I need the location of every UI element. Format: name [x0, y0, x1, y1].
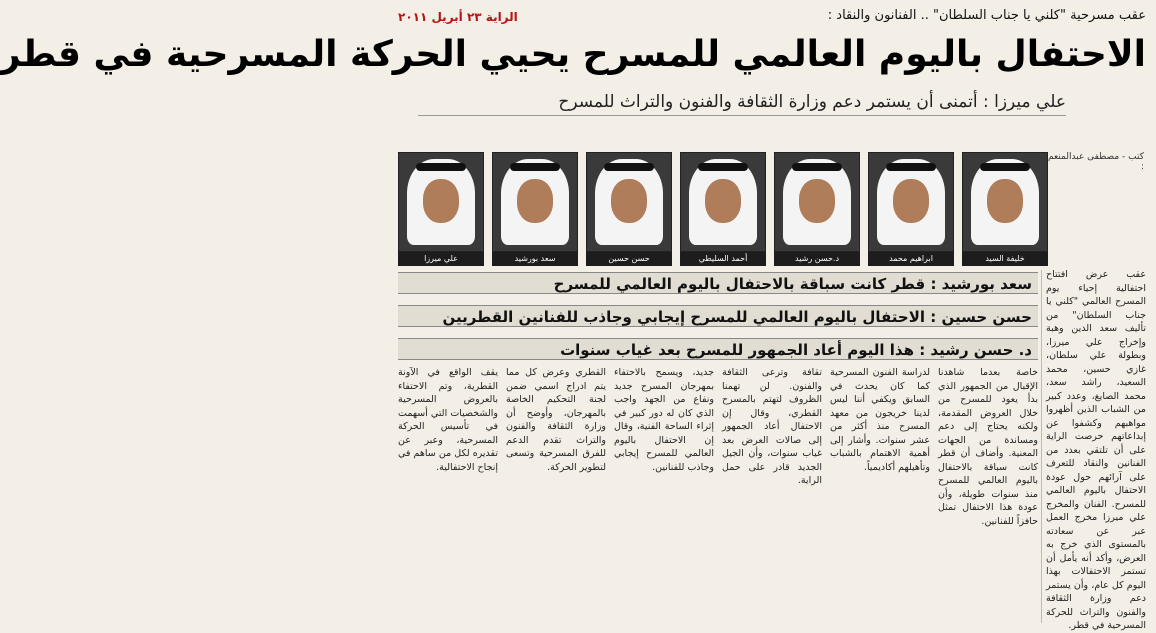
pull-quote: د. حسن رشيد : هذا اليوم أعاد الجمهور للمسرح بعد غياب سنوات — [398, 338, 1038, 360]
article-column — [722, 366, 822, 623]
photo-caption: سعد بورشيد — [492, 252, 578, 266]
right-column — [1046, 268, 1146, 631]
article-text: لدراسة الفنون المسرحية كما كان يحدث في السابق ويكفي أننا ليس لدينا خريجون من معهد المسرح منذ أكثر من عشر سنوات. وأشار إلى أهمية الاهتمام بالشباب وتأهيلهم أكاديمياً. — [830, 367, 930, 473]
portrait-photo — [774, 152, 860, 266]
portrait-photo — [398, 152, 484, 266]
article-column — [614, 366, 714, 623]
publication-date: الراية ٢٣ أبريل ٢٠١١ — [398, 10, 518, 24]
article-text: عقب عرض افتتاح احتفالية إحياء يوم المسرح العالمي "كلني يا جناب السلطان" من تأليف سعد الدين وهبة وإخراج علي ميرزا، وبطولة علي سلطان، غازي حسين، محمد السعيد، راشد سعد، محمد الصايغ، وعدد كبير من الشباب الذين أظهروا مواهبهم وكشفوا عن إبداعاتهم حرصت الراية على أن تلتقي بعدد من الفنانين والنقاد للتعرف على آرائهم حول عودة الاحتفال باليوم العالمي للمسرح. الفنان والمخرج علي ميرزا مخرج العمل عبر عن سعادته بالمستوى الذي خرج به العرض، وأكد أنه يأمل أن تستمر الاحتفالات بهذا اليوم كل عام، وأن يستمر دعم وزارة الثقافة والفنون والتراث للحركة المسرحية في قطر. — [1046, 269, 1146, 631]
photo-caption: د.حسن رشيد — [774, 252, 860, 266]
masthead — [398, 6, 1146, 28]
article-text: جديد، ويسمح بالاحتفاء بمهرجان المسرح جديد ونفاع من الجهد واجب الذي كان له دور كبير في إثراء الساحة الفنية، وقال إن الاحتفال باليوم العالمي للمسرح إيجابي وجاذب للفنانين. — [614, 367, 714, 473]
article-text: القطري وعرض كل مما يتم ادراج اسمي ضمن لجنة التحكيم الخاصة بالمهرجان، وأوضح أن وزارة الثقافة والفنون والتراث تقدم الدعم للفرق المسرحية وتسعى لتطوير الحركة. — [506, 367, 606, 473]
portrait-photo — [962, 152, 1048, 266]
pull-quote: حسن حسين : الاحتفال باليوم العالمي للمسرح إيجابي وجاذب للفنانين القطريين — [398, 305, 1038, 327]
article-column — [506, 366, 606, 623]
photo-caption: خليفة السيد — [962, 252, 1048, 266]
article-text: خاصة بعدما شاهدنا الإقبال من الجمهور الذي بدأ يعود للمسرح من خلال العروض المقدمة، ولكنه يحتاج إلى دعم ومساندة من الجهات المعنية. وأضاف أن قطر كانت سباقة بالاحتفال باليوم العالمي للمسرح منذ سنوات طويلة، وأن عودة هذا الاحتفال تمثل حافزاً للفنانين. — [938, 367, 1038, 527]
subhead: علي ميرزا : أتمنى أن يستمر دعم وزارة الثقافة والفنون والتراث للمسرح — [418, 88, 1066, 116]
photo-caption: ابراهيم محمد — [868, 252, 954, 266]
article-column — [938, 366, 1038, 623]
column-divider — [1041, 270, 1042, 623]
article-column — [830, 366, 930, 623]
photo-strip — [398, 152, 1048, 266]
portrait-photo — [680, 152, 766, 266]
pull-quote: سعد بورشيد : قطر كانت سباقة بالاحتفال باليوم العالمي للمسرح — [398, 272, 1038, 294]
article-text: يقف الواقع في الآونة القطرية، وتم الاحتفاء بالعروض المسرحية والشخصيات التي أسهمت في تأسيس الحركة المسرحية، وعبر عن تقديره لكل من ساهم في إنجاح الاحتفالية. — [398, 367, 498, 473]
kicker: عقب مسرحية "كلني يا جناب السلطان" .. الفنانون والنقاد : — [827, 8, 1146, 23]
photo-caption: حسن حسين — [586, 252, 672, 266]
article-text: تقافة وترعى الثقافة والفنون. لن تهمنا الظروف لتهتم بالمسرح القطري، وقال إن الاحتفال أعاد الجمهور إلى صالات العرض بعد غياب سنوات، وأن الجيل الجديد قادر على حمل الراية. — [722, 367, 822, 486]
portrait-photo — [868, 152, 954, 266]
article-column — [398, 366, 498, 623]
author-byline: كتب - مصطفى عبدالمنعم : — [1047, 152, 1144, 172]
portrait-photo — [492, 152, 578, 266]
photo-caption: علي ميرزا — [398, 252, 484, 266]
photo-caption: أحمد السليطي — [680, 252, 766, 266]
portrait-photo — [586, 152, 672, 266]
article-columns — [398, 366, 1038, 623]
headline: الاحتفال باليوم العالمي للمسرح يحيي الحركة المسرحية في قطر — [0, 34, 1146, 75]
